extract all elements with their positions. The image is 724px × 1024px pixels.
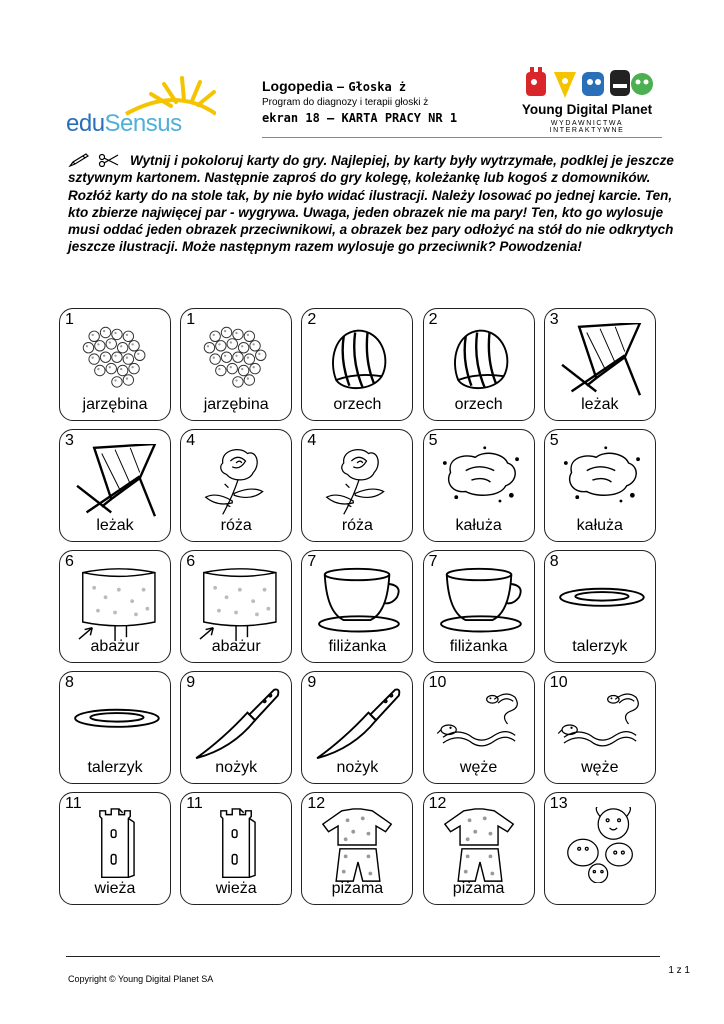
instructions — [68, 152, 688, 256]
card-word: talerzyk — [87, 759, 143, 776]
pencil-scissors-icon — [68, 153, 130, 167]
game-card — [423, 429, 535, 542]
tower-icon — [192, 807, 282, 883]
game-card — [180, 671, 292, 784]
ydp-mascots-icon — [512, 64, 662, 100]
card-number: 2 — [428, 311, 438, 328]
game-card — [301, 792, 413, 905]
game-card — [59, 308, 171, 421]
card-word: węże — [581, 759, 619, 776]
card-number: 12 — [428, 795, 447, 812]
rose-icon — [313, 444, 403, 520]
card-number: 6 — [186, 553, 196, 570]
game-card — [301, 308, 413, 421]
card-number: 4 — [307, 432, 317, 449]
ydp-logo — [512, 64, 662, 134]
lampshade-icon — [192, 565, 282, 641]
card-number: 10 — [549, 674, 568, 691]
logo-edu-text: edu — [66, 110, 105, 137]
card-word: abażur — [90, 638, 140, 655]
header-text — [262, 78, 522, 125]
game-card — [301, 550, 413, 663]
program-description: Program do diagnozy i terapii głoski ż — [262, 97, 429, 108]
game-card — [544, 550, 656, 663]
game-card — [180, 429, 292, 542]
game-card — [423, 671, 535, 784]
teacup-icon — [435, 565, 525, 641]
game-card — [544, 308, 656, 421]
game-card — [59, 792, 171, 905]
chestnut-icon — [435, 323, 525, 399]
snakes-icon — [556, 686, 646, 762]
card-number: 5 — [428, 432, 438, 449]
page-number: 1 z 1 — [668, 965, 690, 976]
title-separator: – — [332, 78, 349, 94]
lampshade-icon — [71, 565, 161, 641]
toys-icon — [556, 807, 646, 883]
screen-label: ekran 18 – KARTA PRACY NR 1 — [262, 111, 458, 125]
chestnut-icon — [313, 323, 403, 399]
card-number: 8 — [549, 553, 559, 570]
card-number: 10 — [428, 674, 447, 691]
card-number: 11 — [65, 795, 82, 812]
card-number: 8 — [65, 674, 74, 691]
copyright-text: Copyright © Young Digital Planet SA — [68, 974, 214, 984]
pajamas-icon — [313, 807, 403, 883]
card-word: piżama — [452, 880, 505, 897]
game-card — [180, 308, 292, 421]
saucer-icon — [556, 565, 646, 641]
game-card — [423, 550, 535, 663]
card-word: orzech — [333, 396, 382, 413]
card-number: 11 — [186, 795, 203, 812]
page-title — [262, 78, 522, 94]
card-number: 1 — [186, 311, 196, 328]
card-number: 7 — [307, 553, 317, 570]
card-number: 3 — [549, 311, 559, 328]
knife-icon — [313, 686, 403, 762]
rowan-berries-icon — [71, 323, 161, 399]
puddle-icon — [435, 444, 525, 520]
edusensus-wordmark — [66, 110, 182, 138]
teacup-icon — [313, 565, 403, 641]
game-card — [59, 429, 171, 542]
card-word: węże — [459, 759, 498, 776]
card-number: 1 — [65, 311, 74, 328]
card-word: piżama — [331, 880, 384, 897]
card-word: jarzębina — [203, 396, 269, 413]
title-text: Logopedia — [262, 78, 333, 94]
snakes-icon — [435, 686, 525, 762]
card-word: abażur — [211, 638, 261, 655]
game-card — [544, 429, 656, 542]
card-word: róża — [341, 517, 373, 534]
card-word: kałuża — [576, 517, 623, 534]
game-card — [423, 308, 535, 421]
card-word: filiżanka — [449, 638, 508, 655]
game-card — [544, 671, 656, 784]
instructions-text: Wytnij i pokoloruj karty do gry. Najlepiej, by karty były wytrzymałe, podklej je jeszcze sztywnym kartonem. Następnie zaproś do gry kolegę, koleżankę lub kogoś z domowników. Rozłóż karty do na stole tak, by nie było widać ilustracji. Należy losować po jednej karcie. Ten, kto zbierze najwięcej par - wygrywa. Uwaga, jeden obrazek nie ma pary! Ten, kto go wylosuje musi oddać jeden obrazek przeciwnikowi, a obrazek bez pary odłożyć na stół do nie odkrytych jeszcze ilustracji. Może następnym razem wylosuje go przeciwnik? Powodzenia! — [68, 153, 674, 255]
edusensus-logo — [66, 76, 216, 136]
card-word: nożyk — [336, 759, 379, 776]
header-divider — [262, 137, 662, 138]
knife-icon — [192, 686, 282, 762]
publisher-name: Young Digital Planet — [521, 102, 653, 117]
card-word: wieża — [215, 880, 257, 897]
card-number: 9 — [307, 674, 317, 691]
deckchair-icon — [556, 323, 646, 399]
card-word: nożyk — [215, 759, 258, 776]
pajamas-icon — [435, 807, 525, 883]
deckchair-icon — [71, 444, 161, 520]
card-number: 5 — [549, 432, 559, 449]
subtitle-text: Głoska ż — [348, 80, 407, 94]
puddle-icon — [556, 444, 646, 520]
tower-icon — [71, 807, 161, 883]
saucer-icon — [71, 686, 161, 762]
logo-sensus-text: Sensus — [104, 110, 182, 137]
game-card — [59, 550, 171, 663]
card-word: jarzębina — [82, 396, 148, 413]
game-card — [301, 429, 413, 542]
card-number: 2 — [307, 311, 317, 328]
card-number: 13 — [549, 795, 568, 812]
card-number: 7 — [428, 553, 438, 570]
footer-divider — [66, 956, 660, 957]
game-card — [544, 792, 656, 905]
publisher-subtitle: WYDAWNICTWA INTERAKTYWNE — [549, 120, 625, 134]
card-word: leżak — [96, 517, 134, 534]
game-card — [423, 792, 535, 905]
card-word: leżak — [581, 396, 619, 413]
card-word: kałuża — [455, 517, 502, 534]
rowan-berries-icon — [192, 323, 282, 399]
game-card — [301, 671, 413, 784]
rose-icon — [192, 444, 282, 520]
card-word: wieża — [94, 880, 136, 897]
card-number: 4 — [186, 432, 196, 449]
game-card — [59, 671, 171, 784]
card-number: 12 — [307, 795, 326, 812]
card-number: 6 — [65, 553, 74, 570]
card-number: 3 — [65, 432, 74, 449]
card-word: talerzyk — [572, 638, 628, 655]
card-word: filiżanka — [328, 638, 387, 655]
card-number: 9 — [186, 674, 196, 691]
game-card — [180, 792, 292, 905]
game-card — [180, 550, 292, 663]
card-word: orzech — [454, 396, 503, 413]
card-word: róża — [220, 517, 252, 534]
